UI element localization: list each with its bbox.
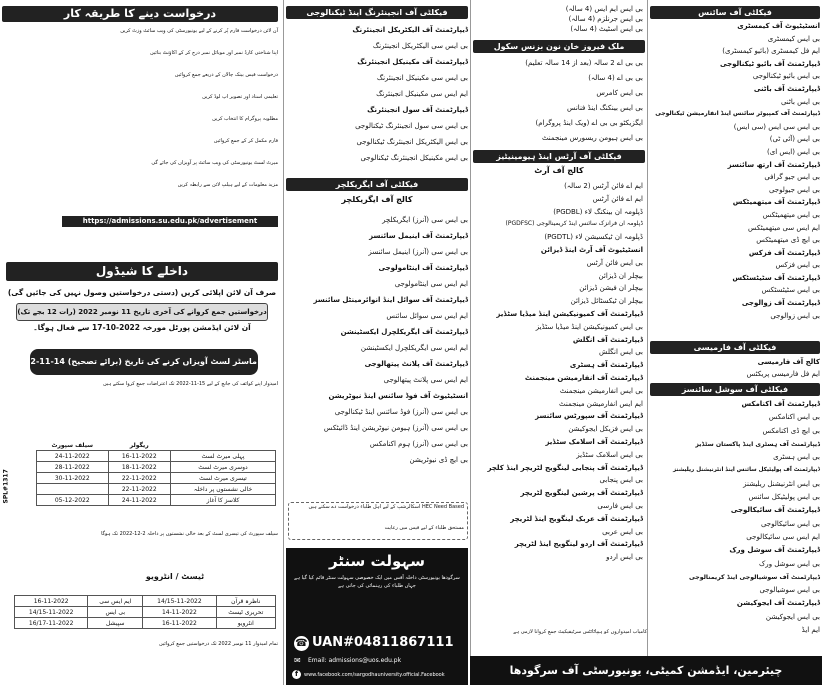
list-item: بی ایس سائیکالوجی	[760, 519, 820, 528]
list-item: ڈیپارٹمنٹ آف انگلش	[572, 335, 643, 344]
list-item: ڈیپارٹمنٹ آف سٹیٹسٹکس	[732, 273, 820, 282]
list-item: ڈپلومہ ان ٹیکسیشن لاء (PGDTL)	[544, 233, 643, 242]
help-desc: سرگودھا یونیورسٹی داخلہ آفس میں ایک خصوصی سہولت سنٹر قائم کیا گیا ہے جہاں طلباء کی رہنمائی کی جاتی ہے	[294, 575, 460, 589]
test-title-box	[140, 570, 210, 584]
list-item: ڈپلومہ ان بینکنگ لاء (PGDBL)	[553, 207, 643, 216]
table-cell: 05-12-2022	[37, 495, 109, 506]
list-item: ایم ایس سی اینٹامولوجی	[394, 280, 468, 288]
list-item: بی ایس فزیکل ایجوکیشن	[568, 425, 643, 434]
list-item: ڈیپارٹمنٹ آف ہسٹری	[569, 361, 643, 370]
list-item: ایم فل فارمیسی پریکٹس	[746, 370, 820, 378]
list-item: بی ایس پنجابی	[599, 476, 643, 485]
list-item: بی ایس کمیونیکیشن اینڈ میڈیا سٹڈیز	[535, 322, 643, 331]
table-header: ریگولر	[129, 441, 149, 449]
list-item: بی ایس فارسی	[597, 501, 643, 510]
facebook-icon: f	[292, 670, 301, 679]
phone-icon: ☎	[295, 638, 308, 649]
list-item: ڈیپارٹمنٹ آف الیکٹریکل انجینئرنگ	[352, 26, 468, 34]
list-item: ڈیپارٹمنٹ آف زوالوجی	[741, 299, 820, 308]
list-item: انسٹیٹیوٹ آف کیمسٹری	[737, 22, 820, 30]
merit-title: ماسٹر لسٹ آویزاں کرنے کی تاریخ (برائے تصحیح) 14-11-2022	[13, 357, 257, 366]
list-item: ڈیپارٹمنٹ آف سپورٹس سائنسز	[535, 412, 643, 421]
table-row	[37, 473, 276, 484]
list-item: بی ایس سوشل ورک	[759, 559, 820, 568]
left-column	[0, 0, 283, 685]
star-note-box	[473, 628, 647, 654]
list-item: ڈیپارٹمنٹ آف پلانٹ پیتھالوجی	[364, 360, 468, 368]
self-support-note: سیلف سپورٹ کی تیسری لسٹ کے بعد خالی نشستوں پر داخلہ 2-12-2022 تک ہوگا	[101, 531, 278, 537]
table-row	[37, 440, 276, 451]
list-item: ڈیپارٹمنٹ آف انفارمیشن مینجمنٹ	[524, 373, 643, 382]
business-list	[473, 56, 643, 146]
apply-line: تعلیمی اسناد اور تصویر اپ لوڈ کریں	[202, 94, 278, 100]
merit-title-box	[13, 349, 258, 375]
list-item: ڈیپارٹمنٹ آف ایجوکیشن	[736, 599, 820, 608]
apply-url[interactable]: https://admissions.su.edu.pk/advertisement	[62, 216, 278, 227]
list-item: ڈیپارٹمنٹ آف اینیمل سائنسز	[369, 232, 468, 240]
table-cell: 16-11-2022	[108, 451, 170, 462]
table-row	[15, 618, 276, 629]
science-title: فیکلٹی آف سائنس	[650, 6, 820, 19]
list-item: ڈیپارٹمنٹ آف کمیونیکیشن اینڈ میڈیا سٹڈیز	[496, 309, 643, 318]
list-item: بی ایس زوالوجی	[770, 311, 820, 320]
help-phone[interactable]: UAN#04811867111	[312, 635, 454, 650]
list-item: ڈیپارٹمنٹ آف ہسٹری اینڈ پاکستان سٹڈیز	[695, 440, 820, 448]
table-row	[15, 596, 276, 607]
list-item: ڈیپارٹمنٹ آف سوائل اینڈ انوائرمینٹل سائنسز	[313, 296, 468, 304]
list-item: بی ایس اسلامک سٹڈیز	[576, 450, 643, 459]
signature-bar	[470, 656, 822, 685]
list-item: بی ایس ایجوکیشن	[765, 612, 820, 621]
list-item: بی ایس اسٹیٹ (4 سالہ)	[570, 25, 643, 34]
list-item: بی ایس جرنلزم (4 سالہ)	[568, 15, 643, 24]
table-cell: ناظرہ قرآن	[216, 596, 275, 607]
list-item: بی ایس انٹرنیشنل ریلیشنز	[743, 479, 820, 488]
list-item: بی ایس اردو	[606, 553, 643, 562]
list-item: ڈیپارٹمنٹ آف سوشیالوجی اینڈ کریمنالوجی	[688, 573, 820, 581]
pharmacy-list	[650, 356, 820, 380]
table-cell: 28-11-2022	[37, 462, 109, 473]
vertical-code: SPL#1317	[2, 469, 10, 504]
business-title: ملک فیروز خان نون بزنس سکول	[473, 40, 645, 53]
divider	[283, 0, 284, 685]
list-item: بی بی اے (4 سالہ)	[588, 74, 643, 82]
list-item: بی ایس سوشیالوجی	[759, 586, 820, 595]
table-cell: تیسری میرٹ لسٹ	[171, 473, 276, 484]
list-item: بی ایس بائیو ٹیکنالوجی	[752, 72, 820, 81]
list-item: بی ایس ہسٹری	[773, 453, 820, 462]
table-cell: کلاسز کا آغاز	[171, 495, 276, 506]
list-item: بی ایس الیکٹریکل انجینئرنگ ٹیکنالوجی	[356, 138, 468, 146]
test-footer: تمام امیدوار 11 نومبر 2022 تک درخواستیں جمع کروائیں	[159, 641, 278, 647]
list-item: ڈیپارٹمنٹ آف سائیکالوجی	[730, 506, 820, 515]
list-item: ڈیپارٹمنٹ آف ایگریکلچرل ایکسٹینشن	[340, 328, 468, 336]
help-email[interactable]: Email: admissions@uos.edu.pk	[308, 657, 402, 664]
list-item: بی ایس ایم ایس (4 سالہ)	[565, 5, 643, 13]
apply-line: آن لائن درخواست فارم پُر کرنے کے لیے یونیورسٹی کی ویب سائٹ وزٹ کریں	[120, 28, 278, 34]
signature: چیئرمین، ایڈمشن کمیٹی، یونیورسٹی آف سرگودھا	[509, 664, 783, 677]
list-item: ڈیپارٹمنٹ آف پنجابی لینگویج لٹریچر اینڈ کلچر	[487, 463, 643, 472]
help-facebook[interactable]: www.facebook.com/sargodhauniversity.official.Facebook	[304, 672, 445, 678]
table-cell: 14/15-11-2022	[143, 596, 216, 607]
list-item: بی ایچ ڈی نیوٹریشن	[409, 456, 468, 464]
pharmacy-title: فیکلٹی آف فارمیسی	[650, 341, 820, 354]
table-cell: 30-11-2022	[37, 473, 109, 484]
list-item: بی ایس (آئی ٹی)	[769, 135, 820, 144]
list-item: بی ایس فزکس	[775, 261, 820, 270]
list-item: بی ایس کامرس	[596, 89, 643, 97]
list-item: ایم اے فائن آرٹس (2 سالہ)	[564, 182, 643, 190]
table-cell: خالی نشستوں پر داخلہ	[171, 484, 276, 495]
table-cell: 16-11-2022	[15, 596, 88, 607]
list-item: ڈیپارٹمنٹ آف میتھمیٹکس	[732, 198, 820, 207]
list-item: ڈیپارٹمنٹ آف عربک لینگویج اینڈ لٹریچر	[510, 514, 643, 523]
top-list	[473, 4, 643, 35]
table-cell: سپیشل	[88, 618, 143, 629]
list-item: بیچلر ان ڈیزائن	[598, 271, 643, 280]
schedule-title: داخلے کا شیڈول	[6, 262, 278, 281]
table-cell: بی ایس	[88, 607, 143, 618]
agriculture-list	[288, 212, 468, 468]
list-item: ایم ایڈ	[801, 626, 820, 635]
social-title: فیکلٹی آف سوشل سائنسز	[650, 383, 820, 396]
apply-line: میرٹ لسٹ یونیورسٹی کی ویب سائٹ پر آویزاں کی جائے گی	[151, 160, 278, 166]
arts-sub: کالج آف آرٹ	[534, 166, 584, 175]
list-item: بی ایس سی ایس (سی ایس)	[733, 122, 820, 131]
list-item: بی ایس انگلش	[598, 348, 643, 357]
apply-line: فارم مکمل کر کے جمع کروائیں	[213, 138, 278, 144]
list-item: ایم ایس سی ایگریکلچرل ایکسٹینشن	[360, 344, 468, 352]
table-cell: 16-11-2022	[143, 618, 216, 629]
list-item: ایم ایس سی سائیکالوجی	[746, 532, 820, 541]
help-center	[286, 548, 468, 685]
list-item: بی ایچ ڈی اکنامکس	[762, 426, 820, 435]
arts-list	[473, 180, 643, 564]
list-item: بی ایس میتھمیٹکس	[762, 210, 820, 219]
table-header	[171, 440, 276, 451]
list-item: بی ایس سی (آنرز) فوڈ سائنس اینڈ ٹیکنالوجی	[334, 408, 468, 416]
list-item: بی ایس سی الیکٹریکل انجینئرنگ	[372, 42, 468, 50]
schedule-line-1: صرف آن لائن اپلائی کریں (دستی درخواستیں وصول نہیں کی جائیں گی)	[7, 288, 277, 297]
help-title: سہولت سنٹر	[328, 552, 425, 570]
list-item: ڈیپارٹمنٹ آف کمپیوٹر سائنس اینڈ انفارمیشن ٹیکنالوجی	[655, 110, 820, 118]
schedule-line-2: درخواستیں جمع کروانے کی آخری تاریخ 11 نومبر 2022 (رات 12 بجے تک)	[17, 308, 267, 316]
table-cell: 22-11-2022	[108, 484, 170, 495]
divider	[470, 0, 471, 685]
schedule-deadline-box	[16, 303, 268, 321]
list-item: ایم ایس سی سوائل سائنس	[386, 312, 468, 320]
list-item: ڈیپارٹمنٹ آف اکنامکس	[741, 400, 820, 408]
table-row	[37, 484, 276, 495]
table-cell: پہلی میرٹ لسٹ	[171, 451, 276, 462]
list-item: بی ایس سی (آنرز) ہوم اکنامکس	[369, 440, 468, 448]
hec-note: HEC Need Based اسکالرشپ کے لیے اہل طلباء درخواست دے سکتے ہیں	[308, 504, 464, 510]
list-item: ڈیپارٹمنٹ آف اینٹامولوجی	[378, 264, 468, 272]
list-item: ڈیپارٹمنٹ آف بائیو ٹیکنالوجی	[719, 59, 820, 68]
star-note: کامیاب امیدواروں کو ہیپاٹائٹس سرٹیفیکیٹ جمع کروانا لازمی ہے	[513, 629, 647, 635]
list-item: بی ایس سی (آنرز) اینیمل سائنسز	[368, 248, 468, 256]
schedule-table	[36, 440, 276, 506]
list-item: بی بی اے 2 سالہ (بعد از 14 سالہ تعلیم)	[525, 59, 643, 67]
list-item: بی ایس مکینیکل انجینئرنگ ٹیکنالوجی	[360, 154, 468, 162]
list-item: ایم اے فائن آرٹس	[592, 194, 643, 203]
table-cell: 22-11-2022	[108, 473, 170, 484]
engineering-title: فیکلٹی آف انجینئرنگ اینڈ ٹیکنالوجی	[286, 6, 468, 19]
list-item: ڈیپارٹمنٹ آف پولیٹیکل سائنس اینڈ انٹرنیشنل ریلیشنز	[672, 467, 820, 474]
test-table	[14, 595, 276, 629]
list-item: بیچلر ان فیشن ڈیزائن	[579, 284, 643, 293]
table-cell: 24-11-2022	[37, 451, 109, 462]
list-item: بی ایس سی (آنرز) ایگریکلچر	[382, 216, 468, 224]
science-list	[650, 20, 820, 322]
business-column	[473, 0, 645, 685]
engineering-column	[286, 0, 468, 685]
list-item: ایم ایس سی مکینیکل انجینئرنگ	[376, 90, 468, 98]
merit-note: امیدوار اپنے کوائف کی جانچ کے لیے 15-11-2022 تک اعتراضات جمع کروا سکتے ہیں	[103, 381, 278, 387]
list-item: کالج آف فارمیسی	[757, 358, 820, 366]
list-item: بی ایس سی سول انجینئرنگ ٹیکنالوجی	[355, 122, 468, 130]
list-item: بی ایس سی (آنرز) ہیومن نیوٹریشن اینڈ ڈائیٹکس	[323, 424, 468, 432]
list-item: انسٹیٹیوٹ آف آرٹ اینڈ ڈیزائن	[540, 245, 643, 254]
agriculture-title: فیکلٹی آف ایگریکلچر	[286, 178, 468, 191]
list-item: بی ایس کیمسٹری	[767, 34, 820, 43]
list-item: بی ایس اکنامکس	[768, 413, 820, 422]
schedule-line-3: آن لائن ایڈمشن پورٹل مورخہ 2022-10-17 سے فعال ہوگا۔	[33, 323, 251, 332]
list-item: ڈیپارٹمنٹ آف فزکس	[748, 248, 820, 257]
list-item: ڈیپارٹمنٹ آف پرشین لینگویج لٹریچر	[520, 489, 643, 498]
list-item: ڈپلومہ ان فرانزک سائنس اینڈ کریمینالوجی (PGDFSC)	[505, 220, 643, 228]
list-item: بی ایس ہیومن ریسورس مینجمنٹ	[541, 134, 643, 142]
table-cell: 18-11-2022	[108, 462, 170, 473]
list-item: بی ایس پولیٹیکل سائنس	[748, 493, 820, 502]
hec-note-box	[288, 502, 468, 540]
list-item: ڈیپارٹمنٹ آف باٹنی	[753, 84, 820, 93]
engineering-list	[288, 22, 468, 166]
list-item: ایم فل کیمسٹری (بائیو کیمسٹری)	[722, 47, 820, 56]
list-item: ڈیپارٹمنٹ آف ارتھ سائنسز	[727, 160, 820, 169]
list-item: بی ایس جیو گرافی	[764, 173, 820, 182]
list-item: بیچلر ان ٹیکسٹائل ڈیزائن	[570, 297, 643, 306]
divider	[647, 0, 648, 685]
table-cell: 24-11-2022	[108, 495, 170, 506]
arts-title: فیکلٹی آف آرٹس اینڈ ہیومینیٹیز	[473, 150, 645, 163]
apply-line: مطلوبہ پروگرام کا انتخاب کریں	[212, 116, 278, 122]
list-item: انسٹیٹیوٹ آف فوڈ سائنس اینڈ نیوٹریشن	[328, 392, 468, 400]
list-item: بی ایس فائن آرٹس	[586, 258, 643, 267]
apply-line: اپنا شناختی کارڈ نمبر اور موبائل نمبر درج کر کے اکاؤنٹ بنائیں	[150, 50, 278, 56]
apply-instructions	[4, 26, 278, 202]
social-list	[650, 398, 820, 637]
table-cell: ایم ایس سی	[88, 596, 143, 607]
list-item: بی ایس بینکنگ اینڈ فنانس	[566, 104, 643, 112]
list-item: ڈیپارٹمنٹ آف اردو لینگویج اینڈ لٹریچر	[514, 540, 643, 549]
table-cell: 14/15-11-2022	[15, 607, 88, 618]
list-item: بی ایس انفارمیشن مینجمنٹ	[559, 386, 643, 395]
email-icon: ✉	[294, 656, 301, 665]
list-item: بی ایس باٹنی	[780, 97, 820, 106]
list-item: ڈیپارٹمنٹ آف سوشل ورک	[729, 546, 820, 555]
table-row	[37, 462, 276, 473]
list-item: ایگزیکٹو بی بی اے (ویک اینڈ پروگرام)	[535, 119, 643, 127]
table-cell: انٹرویو	[216, 618, 275, 629]
table-row	[37, 495, 276, 506]
list-item: ایم ایس انفارمیشن مینجمنٹ	[559, 399, 643, 408]
table-cell: 14-11-2022	[143, 607, 216, 618]
list-item: بی ایچ ڈی میتھمیٹکس	[756, 236, 820, 245]
agriculture-sub: کالج آف ایگریکلچر	[341, 195, 413, 204]
table-cell: دوسری میرٹ لسٹ	[171, 462, 276, 473]
science-column	[650, 0, 820, 685]
list-item: ایم ایس سی پلانٹ پیتھالوجی	[383, 376, 468, 384]
list-item: بی ایس عربی	[602, 527, 643, 536]
list-item: ایم ایس سی میتھمیٹکس	[747, 223, 820, 232]
test-title: ٹیسٹ / انٹرویو	[145, 572, 205, 581]
list-item: ڈیپارٹمنٹ آف مکینیکل انجینئرنگ	[357, 58, 468, 66]
apply-line: مزید معلومات کے لیے ہیلپ لائن سے رابطہ کریں	[177, 182, 278, 188]
apply-title: درخواست دینے کا طریقہ کار	[2, 6, 278, 22]
list-item: بی ایس سی مکینیکل انجینئرنگ	[376, 74, 468, 82]
table-row	[37, 451, 276, 462]
apply-line: درخواست فیس بینک چالان کے ذریعے جمع کروائیں	[174, 72, 278, 78]
table-cell: تحریری ٹیسٹ	[216, 607, 275, 618]
table-cell: 16/17-11-2022	[15, 618, 88, 629]
list-item: ڈیپارٹمنٹ آف اسلامک سٹڈیز	[545, 437, 643, 446]
list-item: ڈیپارٹمنٹ آف سول انجینئرنگ	[367, 106, 468, 114]
table-row	[15, 607, 276, 618]
list-item: بی ایس (ایس ای)	[767, 147, 820, 156]
table-cell	[37, 484, 109, 495]
table-header: سیلف سپورٹ	[51, 441, 94, 449]
list-item: بی ایس جیولوجی	[768, 185, 820, 194]
list-item: بی ایس سٹیٹسٹکس	[761, 286, 820, 295]
hec-note-2: مستحق طلباء کے لیے فیس میں رعایت	[384, 525, 464, 531]
